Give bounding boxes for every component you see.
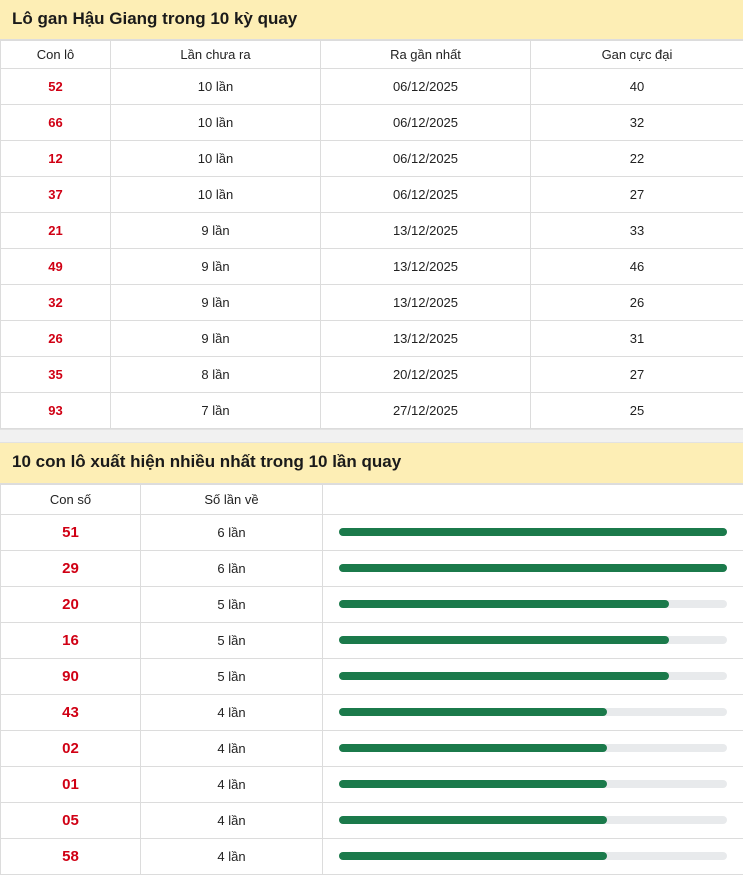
- list-item: [1, 514, 743, 550]
- bar-track: [339, 708, 727, 716]
- cell-gan-cuc-dai: 40: [531, 69, 743, 105]
- table-row: [1, 141, 743, 177]
- cell-ra-gan-nhat: 06/12/2025: [321, 69, 531, 105]
- column-header-lan-chua-ra: Lần chưa ra: [111, 41, 321, 69]
- list-item: [1, 766, 743, 802]
- cell-con-lo: 66: [1, 105, 111, 141]
- cell-gan-cuc-dai: 31: [531, 321, 743, 357]
- bar-track: [339, 564, 727, 572]
- bar-fill: [339, 816, 607, 824]
- cell-so-lan-ve: 6 lần: [141, 514, 323, 550]
- list-item: [1, 730, 743, 766]
- top-numbers-table: [0, 484, 743, 875]
- cell-con-lo: 49: [1, 249, 111, 285]
- cell-con-lo: 32: [1, 285, 111, 321]
- cell-frequency-bar: [323, 586, 743, 622]
- cell-frequency-bar: [323, 514, 743, 550]
- cell-so-lan-ve: 5 lần: [141, 622, 323, 658]
- cell-lan-chua-ra: 10 lần: [111, 69, 321, 105]
- bar-fill: [339, 780, 607, 788]
- cell-so-lan-ve: 4 lần: [141, 838, 323, 874]
- cell-lan-chua-ra: 9 lần: [111, 321, 321, 357]
- lo-gan-table: [0, 40, 743, 429]
- lo-gan-title: Lô gan Hậu Giang trong 10 kỳ quay: [0, 0, 743, 40]
- cell-so-lan-ve: 4 lần: [141, 694, 323, 730]
- cell-so-lan-ve: 4 lần: [141, 802, 323, 838]
- cell-ra-gan-nhat: 06/12/2025: [321, 105, 531, 141]
- table-row: [1, 213, 743, 249]
- cell-ra-gan-nhat: 13/12/2025: [321, 285, 531, 321]
- column-header-con-so: Con số: [1, 484, 141, 514]
- table-header-row: [1, 484, 743, 514]
- list-item: [1, 550, 743, 586]
- bar-track: [339, 636, 727, 644]
- bar-fill: [339, 564, 727, 572]
- cell-ra-gan-nhat: 13/12/2025: [321, 321, 531, 357]
- cell-ra-gan-nhat: 20/12/2025: [321, 357, 531, 393]
- bar-fill: [339, 708, 607, 716]
- cell-frequency-bar: [323, 550, 743, 586]
- cell-con-so: 51: [1, 514, 141, 550]
- cell-gan-cuc-dai: 27: [531, 357, 743, 393]
- cell-gan-cuc-dai: 27: [531, 177, 743, 213]
- bar-fill: [339, 852, 607, 860]
- column-header-so-lan-ve: Số lần về: [141, 484, 323, 514]
- cell-lan-chua-ra: 10 lần: [111, 177, 321, 213]
- cell-con-lo: 35: [1, 357, 111, 393]
- cell-ra-gan-nhat: 13/12/2025: [321, 249, 531, 285]
- cell-frequency-bar: [323, 658, 743, 694]
- cell-frequency-bar: [323, 694, 743, 730]
- cell-lan-chua-ra: 10 lần: [111, 141, 321, 177]
- column-header-bar: [323, 484, 743, 514]
- cell-so-lan-ve: 5 lần: [141, 586, 323, 622]
- table-header-row: [1, 41, 743, 69]
- cell-so-lan-ve: 4 lần: [141, 730, 323, 766]
- bar-fill: [339, 672, 669, 680]
- bar-fill: [339, 744, 607, 752]
- table-row: [1, 69, 743, 105]
- bar-track: [339, 528, 727, 536]
- list-item: [1, 622, 743, 658]
- bar-track: [339, 672, 727, 680]
- cell-con-so: 20: [1, 586, 141, 622]
- cell-gan-cuc-dai: 46: [531, 249, 743, 285]
- cell-ra-gan-nhat: 13/12/2025: [321, 213, 531, 249]
- cell-ra-gan-nhat: 06/12/2025: [321, 141, 531, 177]
- cell-con-so: 58: [1, 838, 141, 874]
- column-header-gan-cuc-dai: Gan cực đại: [531, 41, 743, 69]
- list-item: [1, 658, 743, 694]
- cell-con-lo: 12: [1, 141, 111, 177]
- cell-lan-chua-ra: 10 lần: [111, 105, 321, 141]
- bar-track: [339, 744, 727, 752]
- lo-gan-panel: [0, 0, 743, 429]
- table-row: [1, 177, 743, 213]
- cell-con-lo: 26: [1, 321, 111, 357]
- column-header-con-lo: Con lô: [1, 41, 111, 69]
- cell-ra-gan-nhat: 27/12/2025: [321, 393, 531, 429]
- table-row: [1, 105, 743, 141]
- table-row: [1, 249, 743, 285]
- cell-ra-gan-nhat: 06/12/2025: [321, 177, 531, 213]
- cell-con-lo: 93: [1, 393, 111, 429]
- cell-lan-chua-ra: 7 lần: [111, 393, 321, 429]
- top-numbers-panel: [0, 443, 743, 874]
- cell-so-lan-ve: 6 lần: [141, 550, 323, 586]
- table-row: [1, 357, 743, 393]
- cell-frequency-bar: [323, 730, 743, 766]
- bar-track: [339, 600, 727, 608]
- bar-fill: [339, 528, 727, 536]
- list-item: [1, 586, 743, 622]
- cell-con-so: 02: [1, 730, 141, 766]
- table-row: [1, 285, 743, 321]
- cell-gan-cuc-dai: 33: [531, 213, 743, 249]
- cell-con-so: 29: [1, 550, 141, 586]
- cell-gan-cuc-dai: 25: [531, 393, 743, 429]
- cell-frequency-bar: [323, 802, 743, 838]
- cell-con-lo: 52: [1, 69, 111, 105]
- cell-con-so: 05: [1, 802, 141, 838]
- cell-frequency-bar: [323, 838, 743, 874]
- cell-so-lan-ve: 5 lần: [141, 658, 323, 694]
- cell-con-so: 43: [1, 694, 141, 730]
- bar-fill: [339, 600, 669, 608]
- table-row: [1, 393, 743, 429]
- cell-frequency-bar: [323, 766, 743, 802]
- cell-con-so: 01: [1, 766, 141, 802]
- list-item: [1, 802, 743, 838]
- cell-con-so: 90: [1, 658, 141, 694]
- cell-con-lo: 21: [1, 213, 111, 249]
- list-item: [1, 694, 743, 730]
- cell-con-lo: 37: [1, 177, 111, 213]
- cell-so-lan-ve: 4 lần: [141, 766, 323, 802]
- cell-gan-cuc-dai: 32: [531, 105, 743, 141]
- table-row: [1, 321, 743, 357]
- list-item: [1, 838, 743, 874]
- bar-track: [339, 852, 727, 860]
- cell-gan-cuc-dai: 26: [531, 285, 743, 321]
- cell-gan-cuc-dai: 22: [531, 141, 743, 177]
- bar-track: [339, 816, 727, 824]
- section-divider: [0, 429, 743, 443]
- column-header-ra-gan-nhat: Ra gần nhất: [321, 41, 531, 69]
- bar-fill: [339, 636, 669, 644]
- cell-lan-chua-ra: 9 lần: [111, 249, 321, 285]
- bar-track: [339, 780, 727, 788]
- cell-lan-chua-ra: 9 lần: [111, 213, 321, 249]
- cell-lan-chua-ra: 8 lần: [111, 357, 321, 393]
- cell-frequency-bar: [323, 622, 743, 658]
- cell-con-so: 16: [1, 622, 141, 658]
- cell-lan-chua-ra: 9 lần: [111, 285, 321, 321]
- top-numbers-title: 10 con lô xuất hiện nhiều nhất trong 10 lần quay: [0, 443, 743, 483]
